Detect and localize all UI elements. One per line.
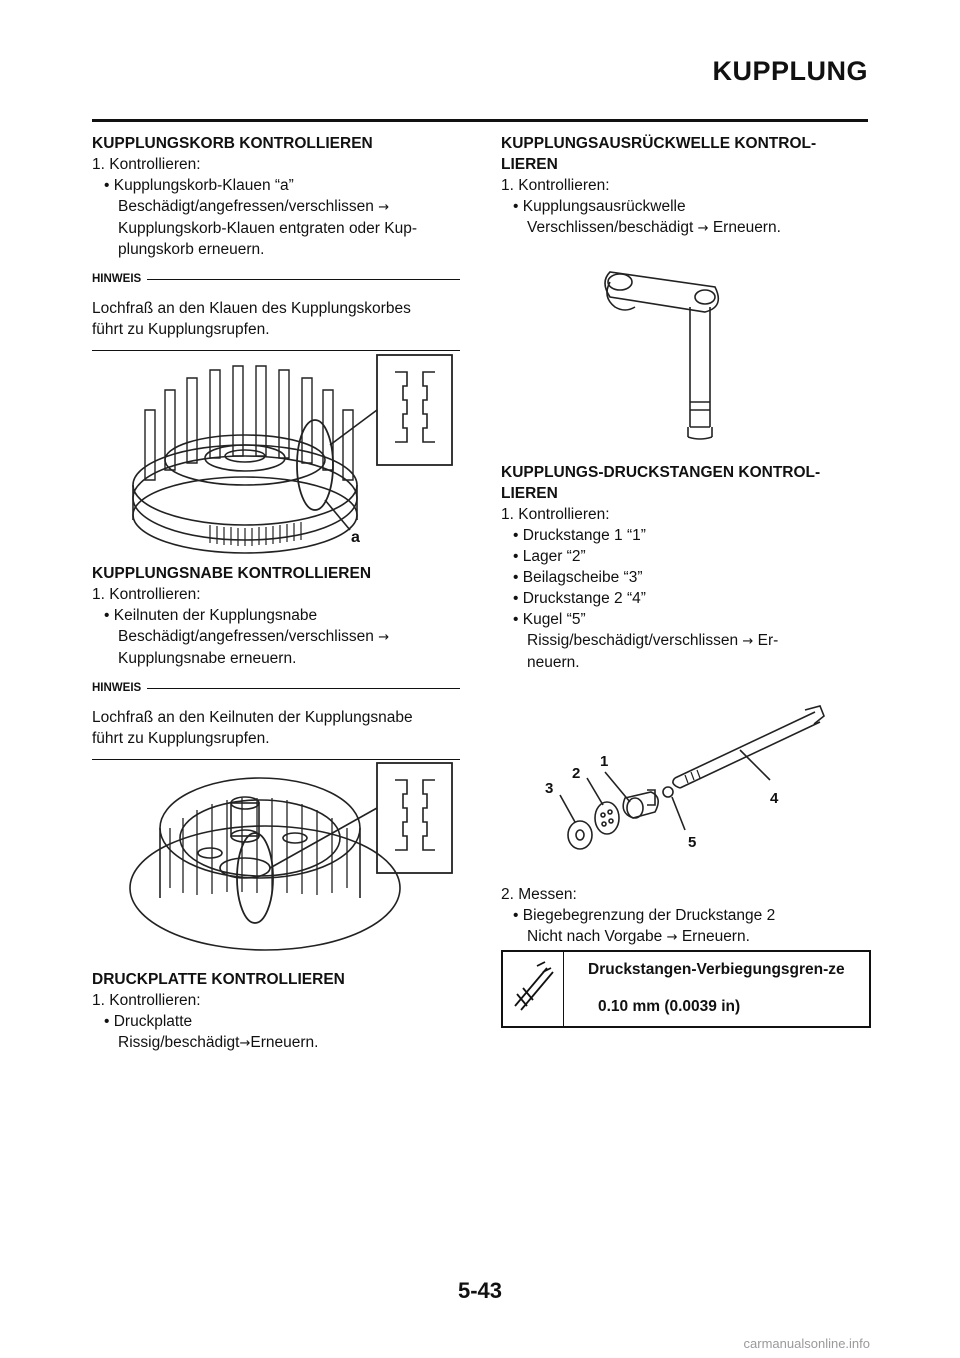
part-label-4: 4 [770,790,779,807]
step-text: 1. Kontrollieren: [501,177,610,194]
hinweis-text: Lochfraß an den Klauen des Kupplungskorbes [92,300,411,317]
section-heading-druckstangen-cont: LIEREN [501,485,558,502]
body-text: Rissig/beschädigt→Erneuern. [118,1034,319,1051]
push-rod-parts-figure [535,700,835,860]
section-heading-ausrueckwelle-cont: LIEREN [501,156,558,173]
bullet-item: • Beilagscheibe “3” [513,569,643,586]
figure-label-a: a [351,529,360,546]
right-column [501,133,869,239]
arrow-icon: → [697,221,709,236]
hinweis-header [92,269,460,290]
body-text: Rissig/beschädigt/verschlissen → Er- [527,632,779,649]
step-text: 1. Kontrollieren: [92,156,201,173]
arrow-icon: → [239,1036,251,1051]
section-heading-kupplungsnabe: KUPPLUNGSNABE KONTROLLIEREN [92,565,372,582]
step-text: 2. Messen: [501,886,577,903]
section-heading-ausrueckwelle: KUPPLUNGSAUSRÜCKWELLE KONTROL- [501,135,817,152]
hinweis-text: führt zu Kupplungsrupfen. [92,730,270,747]
step-text: 1. Kontrollieren: [92,586,201,603]
arrow-icon: → [378,200,390,215]
step-text: 1. Kontrollieren: [501,506,610,523]
part-label-1: 1 [600,753,609,770]
bullet-item: • Kupplungsausrückwelle [513,198,686,215]
section-heading-druckstangen: KUPPLUNGS-DRUCKSTANGEN KONTROL- [501,464,821,481]
arrow-icon: → [378,630,390,645]
bullet-item: • Kugel “5” [513,611,586,628]
bullet-item: • Druckstange 1 “1” [513,527,646,544]
part-label-5: 5 [688,834,697,851]
section-heading-druckplatte: DRUCKPLATTE KONTROLLIEREN [92,971,345,988]
left-section-3 [92,969,460,1054]
right-section-3 [501,884,869,948]
body-text: Kupplungskorb-Klauen entgraten oder Kup- [118,220,418,237]
clutch-hub-figure [115,758,460,958]
watermark: carmanualsonline.info [743,1336,870,1351]
bullet-item: • Druckplatte [104,1013,193,1030]
section-heading-kupplungskorb: KUPPLUNGSKORB KONTROLLIEREN [92,135,373,152]
left-column [92,133,460,351]
push-lever-shaft-figure [590,262,740,442]
hinweis-body [92,298,460,340]
body-text: Beschädigt/angefressen/verschlissen → [118,198,390,215]
spec-divider [563,952,564,1026]
caliper-icon [509,958,557,1016]
arrow-icon: → [666,930,678,945]
right-section-2 [501,462,869,673]
hinweis-label: HINWEIS [92,273,142,285]
hinweis-body [92,707,460,749]
hinweis-text: Lochfraß an den Keilnuten der Kupplungsnabe [92,709,413,726]
left-section-2 [92,563,460,760]
body-text: Verschlissen/beschädigt → Erneuern. [527,219,781,236]
step-text: 1. Kontrollieren: [92,992,201,1009]
spec-value: 0.10 mm (0.0039 in) [598,998,741,1015]
bullet-item: • Lager “2” [513,548,586,565]
bullet-item: • Druckstange 2 “4” [513,590,646,607]
hinweis-header [92,678,460,699]
spec-box [501,950,871,1028]
arrow-icon: → [742,634,754,649]
part-label-3: 3 [545,780,554,797]
body-text: Nicht nach Vorgabe → Erneuern. [527,928,750,945]
page-number: 5-43 [457,1278,503,1303]
header-rule [92,119,868,122]
body-text: Beschädigt/angefressen/verschlissen → [118,628,390,645]
hinweis-label: HINWEIS [92,682,142,694]
part-label-2: 2 [572,765,581,782]
body-text: plungskorb erneuern. [118,241,265,258]
hinweis-rule [147,688,460,689]
body-text: neuern. [527,654,580,671]
page-header-title: KUPPLUNG [712,56,868,86]
hinweis-text: führt zu Kupplungsrupfen. [92,321,270,338]
spec-title: Druckstangen-Verbiegungsgren-ze [588,961,845,978]
bullet-item: • Keilnuten der Kupplungsnabe [104,607,318,624]
clutch-basket-figure [115,350,460,555]
bullet-item: • Kupplungskorb-Klauen “a” [104,177,294,194]
bullet-item: • Biegebegrenzung der Druckstange 2 [513,907,776,924]
body-text: Kupplungsnabe erneuern. [118,650,297,667]
hinweis-rule [147,279,460,280]
